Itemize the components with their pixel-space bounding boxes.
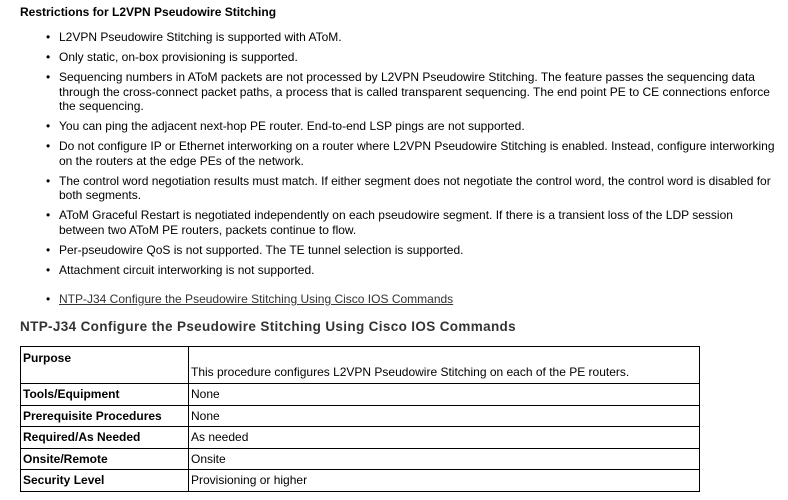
row-label: Onsite/Remote	[21, 448, 189, 470]
restrictions-heading: Restrictions for L2VPN Pseudowire Stitching	[20, 5, 277, 19]
table-row	[21, 347, 700, 384]
table-row	[21, 427, 700, 449]
procedure-heading: NTP-J34 Configure the Pseudowire Stitching Using Cisco IOS Commands	[20, 319, 517, 334]
restrictions-list	[44, 30, 779, 283]
ntp-j34-link[interactable]: NTP-J34 Configure the Pseudowire Stitching Using Cisco IOS Commands	[59, 292, 454, 306]
row-label: Required/As Needed	[21, 427, 189, 449]
table-row	[21, 384, 700, 406]
related-link-item	[44, 292, 453, 307]
related-links	[44, 292, 453, 307]
list-item: • Attachment circuit interworking is not supported.	[44, 263, 779, 278]
list-item: • The control word negotiation results must match. If either segment does not negotiate the control word, the control word is disabled for both segments.	[44, 174, 779, 203]
list-item: • Only static, on-box provisioning is supported.	[44, 50, 779, 65]
procedure-info-table	[20, 346, 700, 492]
list-item: • Sequencing numbers in AToM packets are not processed by L2VPN Pseudowire Stitching. The feature passes the sequencing data through the cross-connect packet paths, a process that is called transparent sequencing. The end point PE to CE connections enforce the sequencing.	[44, 70, 779, 114]
row-label: Prerequisite Procedures	[21, 405, 189, 427]
row-value: As needed	[189, 427, 700, 449]
table-row	[21, 448, 700, 470]
list-item: • AToM Graceful Restart is negotiated independently on each pseudowire segment. If there is a transient loss of the LDP session between two AToM PE routers, packets continue to flow.	[44, 208, 779, 237]
table-row	[21, 470, 700, 492]
list-item: • Do not configure IP or Ethernet interworking on a router where L2VPN Pseudowire Stitching is enabled. Instead, configure interworking on the routers at the edge PEs of the network.	[44, 139, 779, 168]
table-row	[21, 405, 700, 427]
row-label: Purpose	[21, 347, 189, 384]
row-value: None	[189, 405, 700, 427]
list-item: • Per-pseudowire QoS is not supported. The TE tunnel selection is supported.	[44, 243, 779, 258]
row-label: Tools/Equipment	[21, 384, 189, 406]
list-item: • You can ping the adjacent next-hop PE router. End-to-end LSP pings are not supported.	[44, 119, 779, 134]
row-label: Security Level	[21, 470, 189, 492]
row-value: This procedure configures L2VPN Pseudowire Stitching on each of the PE routers.	[189, 347, 700, 384]
row-value: None	[189, 384, 700, 406]
list-item: • L2VPN Pseudowire Stitching is supported with AToM.	[44, 30, 779, 45]
row-value: Onsite	[189, 448, 700, 470]
row-value: Provisioning or higher	[189, 470, 700, 492]
